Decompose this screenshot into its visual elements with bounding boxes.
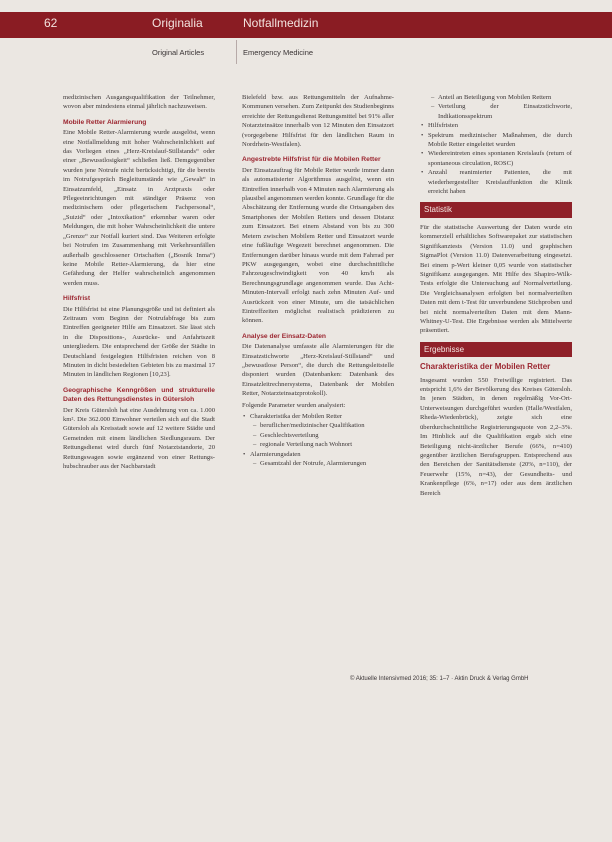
section-title-english: Original Articles (152, 48, 205, 57)
list-item: – beruflicher/medizinischer Qualifikation (260, 421, 394, 430)
paragraph: Insgesamt wurden 550 Freiwillige registriert. Das entspricht 1,6% der Bevölkerung des Kreises Gütersloh. In jenen Städten, in denen regelmäßig Vor-Ort-Unterweisungen durchgeführt wurden (Halle/Westfalen, Rheda-Wiedenbrück), zeigte sich eine überdurchschnittliche Registrierungsquote von 2,2–3%. Im Hinblick auf die Qualifikation ergab sich eine Beteiligung nicht-ärztlicher Berufe (66%, n=410) gegenüber ärztlichen Berufsgruppen. Entsprechend aus den Bereichen der Sanitätsdienste (20%, n=110), der Feuerwehr (15%, n=43), der Gesundheits- und Krankenpflege (6%, n=17) oder aus dem ärztlichen Bereich (420, 376, 572, 497)
heading-statistik: Statistik (420, 202, 572, 217)
heading-angestrebte-hilfsfrist: Angestrebte Hilfsfrist für die Mobilen Retter (242, 156, 381, 164)
column-3 (420, 93, 572, 500)
paragraph: Die Hilfsfrist ist eine Planungsgröße und ist definiert als Zeitraum vom Beginn der Notrufabfrage bis zum Eintreffen geeigneter Hilfe am Einsatzort. Sie lässt sich in die Dispositions-, Ausrücke- und Anfahrtszeit untergliedern. Die entsprechend der Größe der Städte in Deutschland festgelegten Hilfsfristen reichen von 8 Minuten in dicht besiedelten Gebieten bis zu maximal 17 Minuten in ländlichen Regionen [10,23]. (63, 305, 215, 379)
section-subject-english: Emergency Medicine (243, 48, 314, 57)
list-item: – Gesamtzahl der Notrufe, Alarmierungen (260, 459, 394, 468)
paragraph: Der Kreis Gütersloh hat eine Ausdehnung von ca. 1.000 km². Die 362.000 Einwohner verteilen sich auf die Stadt Gütersloh als Kreisstadt sowie auf 12 weitere Städte und Gemeinden mit einem ländlichen Siedlungsraum. Der Rettungsdienst wird durch fünf Notarztstandorte, 20 Rettungswagen sowie ergänzend von einer Rettungs-hubschrauber aus der Nachbarstadt (63, 406, 215, 471)
heading-geographie: Geographische Kenngrößen und strukturelle Daten des Rettungsdienstes in Gütersloh (63, 386, 215, 404)
list-item: – Verteilung der Einsatzstichworte, Indikationsspektrum (438, 102, 572, 121)
paragraph: Folgende Parameter wurden analysiert: (242, 401, 346, 409)
parameter-list (242, 412, 394, 468)
page-number: 62 (44, 16, 58, 30)
heading-hilfsfrist: Hilfsfrist (63, 295, 91, 303)
list-item: • Charakteristika der Mobilen Retter (250, 412, 394, 421)
paragraph: Die Datenanalyse umfasste alle Alarmierungen für die Einsatzstichworte „Herz-Kreislauf-Stillstand“ und „bewusstlose Person“, die durch die Rettungsleitstelle disponiert wurden (Datenbanken: Datenbank des Einsatzleitrechnersystems, Datenbank der Mobilen Retter, Notarzteinsatzprotokoll). (242, 343, 394, 398)
heading-analyse: Analyse der Einsatz-Daten (242, 332, 326, 340)
paragraph: medizinischen Ausgangsqualifikation der Teilnehmer, wovon aber mindestens einmal jährlich nachzuweisen. (63, 94, 215, 111)
copyright-footer: © Aktuelle Intensivmed 2016; 35: 1–7 · Aktin Druck & Verlag GmbH (350, 676, 529, 682)
column-2 (242, 93, 394, 468)
paragraph: Eine Mobile Retter-Alarmierung wurde ausgelöst, wenn eine Notfallmeldung mit hoher Wahrscheinlichkeit auf das Vorliegen eines „Herz-Kreislauf-Stillstands“ oder einer „Bewusstlosigkeit“ schließen ließ. Demgegenüber wurden jene Notrufe nicht berücksichtigt, für die bereits im Notrufgespräch Begleitumstände wie „Gewalt“ in Einsatzumfeld, „Einsatz in Arztpraxis oder Pflegeeinrichtungen mit ständiger Präsenz von medizinischem oder pflegerischem Fachpersonal“, „Suizid“ oder „Intoxikation“ erkennbar waren oder Meldungen, die mit hoher Wahrscheinlichkeit die untere „Grenze“ zur Notfall kuriert sind. Das Weiteren erfolgte bei Notrufen im Zusammenhang mit Verkehrsunfällen außerhalb geschlossener Ortschaften („Bosnik Inma“) keine Mobile Retter-Alarmierung, da hier eine Gefährdung der Helfer wahrscheinlich angenommen werden muss. (63, 129, 215, 287)
section-title-german: Originalia (152, 16, 203, 30)
list-item: • Wiedereintreten eines spontanen Kreislaufs (return of spontaneous circulation, ROSC) (428, 149, 572, 168)
heading-ergebnisse: Ergebnisse (420, 342, 572, 357)
list-item: – Geschlechtsverteilung (260, 431, 394, 440)
paragraph: Bielefeld bzw. aus Rettungsmitteln der Aufnahme-Kommunen versehen. Zum Zeitpunkt des Studienbeginns erreichte der Rettungsdienst Rettungsmittel bei 91% aller Notarzteinsätze innerhalb von 12 Minuten den Einsatzort (vorgegebene Hilfsfrist für den ländlichen Raum in Nordrhein-Westfalen). (242, 94, 394, 149)
heading-alarmierung: Mobile Retter Alarmierung (63, 118, 147, 126)
list-item: • Hilfsfristen (428, 121, 572, 130)
paragraph: Der Einsatzauftrag für Mobile Retter wurde immer dann als automatisierter Algorithmus ausgelöst, wenn ein Eintreffen innerhalb von 4 Minuten nach Alarmierung als plausibel angenommen werden konnte. Grundlage für die Abschätzung der Entfernung wurde die Ortsangaben des Smartphones der Mobilen Retters und dessen Distanz zum Einsatzort. Bei einem Abstand von bis zu 300 Metern zwischen Mobilem Retter und Einsatzort wurde eine fußläufige Wegezeit berechnet angenommen. Die Entfernungen darüber hinaus wurde mit dem Fahrrad per PKW ausgegangen, wobei eine durchschnittliche Fahrzeugeschwindigkeit von 40 km/h als Berechnungsgrundlage angenommen wurde. Das Acht-Minuten-Intervall erfolgt nach zehn Minuten Auf- und Ausrückzeit von einer Minute, um die tatsächlichen Eintreffzeiten möglichst realistisch prädizieren zu können. (242, 166, 394, 325)
column-1 (63, 93, 215, 473)
list-item: • Spektrum medizinischer Maßnahmen, die durch Mobile Retter eingeleitet wurden (428, 131, 572, 150)
paragraph: Für die statistische Auswertung der Daten wurde ein kommerziell erhältliches Softwarepaket zur statistischen Signifikanztests (Version 11.0) und graphischen SigmaPlot (Version 11.0) Datenverarbeitung eingesetzt. Bei einem p-Wert kleiner 0,05 wurde von statistischer Signifikanz ausgegangen. Mit Hilfe des Shapiro-Wilk-Tests erfolgte die Untersuchung auf Normalverteilung. Die Vergleichsanalysen erfolgten bei normalverteilten Daten mit dem t-Test für unverbundene Stichproben und bei nicht normalverteilten Daten mit dem Mann-Whitney-U-Test. Die Ergebnisse werden als Mittelwerte präsentiert. (420, 223, 572, 335)
heading-charakteristika: Charakteristika der Mobilen Retter (420, 362, 551, 372)
list-item: • Alarmierungsdaten (250, 450, 394, 459)
parameter-list-continued (420, 93, 572, 196)
list-item: – Anteil an Beteiligung von Mobilen Rettern (438, 93, 572, 102)
header-divider (236, 40, 237, 64)
list-item: – regionale Verteilung nach Wohnort (260, 440, 394, 449)
list-item: • Anzahl reanimierter Patienten, die mit wiederhergestellter Kreislauffunktion die Klinik erreicht haben (428, 168, 572, 196)
section-subject-german: Notfallmedizin (243, 16, 319, 30)
